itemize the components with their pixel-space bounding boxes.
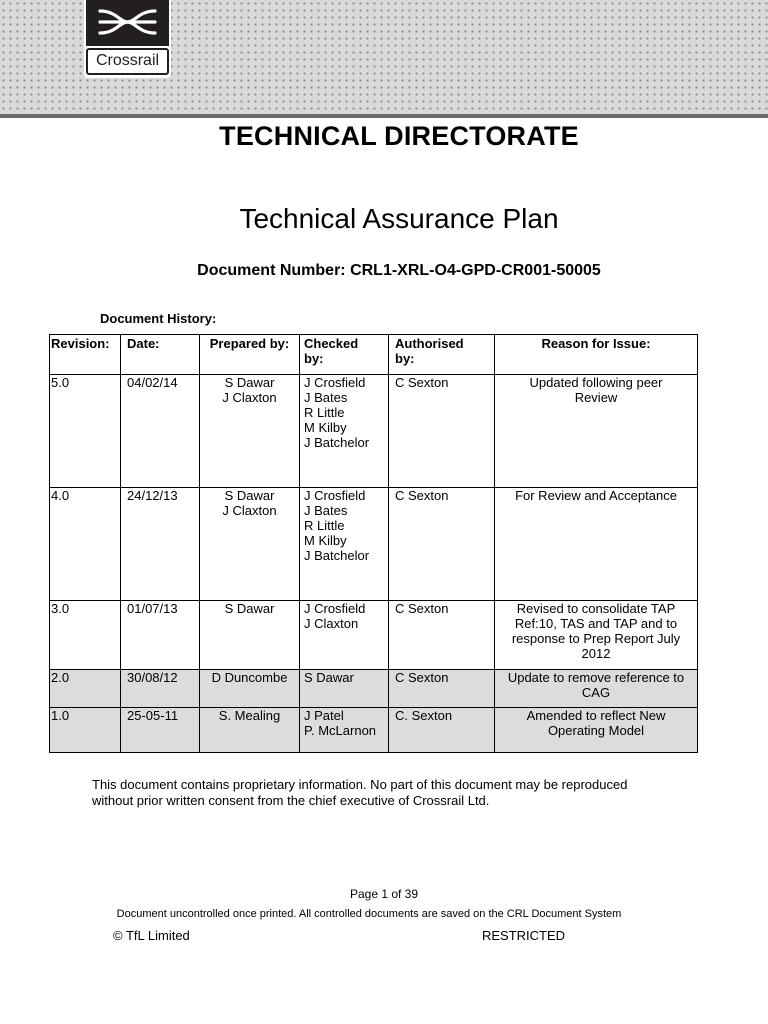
- table-row: [50, 670, 698, 708]
- cell-reason: Amended to reflect New Operating Model: [495, 708, 698, 753]
- cell-authorised-by: C Sexton: [389, 375, 495, 488]
- classification-label: RESTRICTED: [482, 928, 566, 943]
- header-revision: Revision:: [50, 335, 121, 375]
- cell-checked-by: J Crosfield J Claxton: [300, 601, 389, 670]
- cell-prepared-by: S Dawar J Claxton: [200, 375, 300, 488]
- cell-checked-by: S Dawar: [300, 670, 389, 708]
- cell-reason: Updated following peer Review: [495, 375, 698, 488]
- cell-checked-by: J Patel P. McLarnon: [300, 708, 389, 753]
- document-title: Technical Assurance Plan: [239, 203, 559, 234]
- header-rule: [0, 114, 768, 118]
- cell-revision: 2.0: [50, 670, 121, 708]
- cell-revision: 3.0: [50, 601, 121, 670]
- table-header-row: [50, 335, 698, 375]
- document-history-table: [49, 334, 698, 753]
- cell-date: 04/02/14: [121, 375, 200, 488]
- table-row: [50, 488, 698, 601]
- table-row: [50, 375, 698, 488]
- header-reason: Reason for Issue:: [495, 335, 698, 375]
- header-date: Date:: [121, 335, 200, 375]
- cell-reason: For Review and Acceptance: [495, 488, 698, 601]
- cell-prepared-by: D Duncombe: [200, 670, 300, 708]
- header-prepared-by: Prepared by:: [200, 335, 300, 375]
- document-number: Document Number: CRL1-XRL-O4-GPD-CR001-50005: [197, 262, 601, 279]
- cell-reason: Revised to consolidate TAP Ref:10, TAS and TAP and to response to Prep Report July 2012: [495, 601, 698, 670]
- directorate-title: TECHNICAL DIRECTORATE: [219, 121, 579, 151]
- cell-reason: Update to remove reference to CAG: [495, 670, 698, 708]
- logo-wordmark: Crossrail: [86, 48, 169, 75]
- document-history-label: Document History:: [100, 311, 217, 326]
- cell-checked-by: J Crosfield J Bates R Little M Kilby J Batchelor: [300, 488, 389, 601]
- cell-revision: 4.0: [50, 488, 121, 601]
- table-row: [50, 601, 698, 670]
- cell-authorised-by: C. Sexton: [389, 708, 495, 753]
- header-checked-by: Checked by:: [300, 335, 389, 375]
- cell-date: 25-05-11: [121, 708, 200, 753]
- page-number: Page 1 of 39: [349, 887, 419, 901]
- table-row: [50, 708, 698, 753]
- cell-date: 24/12/13: [121, 488, 200, 601]
- copyright-notice: © TfL Limited: [113, 928, 190, 943]
- header-authorised-by: Authorised by:: [389, 335, 495, 375]
- cell-authorised-by: C Sexton: [389, 488, 495, 601]
- cell-authorised-by: C Sexton: [389, 601, 495, 670]
- cell-prepared-by: S Dawar: [200, 601, 300, 670]
- cell-date: 01/07/13: [121, 601, 200, 670]
- proprietary-disclaimer: This document contains proprietary information. No part of this document may be reproduced without prior written consent from the chief executive of Crossrail Ltd.: [92, 777, 628, 808]
- crossrail-roundel-icon: [86, 0, 169, 46]
- cell-prepared-by: S. Mealing: [200, 708, 300, 753]
- crossrail-logo: [84, 0, 171, 78]
- cell-authorised-by: C Sexton: [389, 670, 495, 708]
- cell-date: 30/08/12: [121, 670, 200, 708]
- cell-revision: 5.0: [50, 375, 121, 488]
- uncontrolled-notice: Document uncontrolled once printed. All controlled documents are saved on the CRL Document System: [116, 908, 622, 920]
- cell-checked-by: J Crosfield J Bates R Little M Kilby J Batchelor: [300, 375, 389, 488]
- cell-revision: 1.0: [50, 708, 121, 753]
- cell-prepared-by: S Dawar J Claxton: [200, 488, 300, 601]
